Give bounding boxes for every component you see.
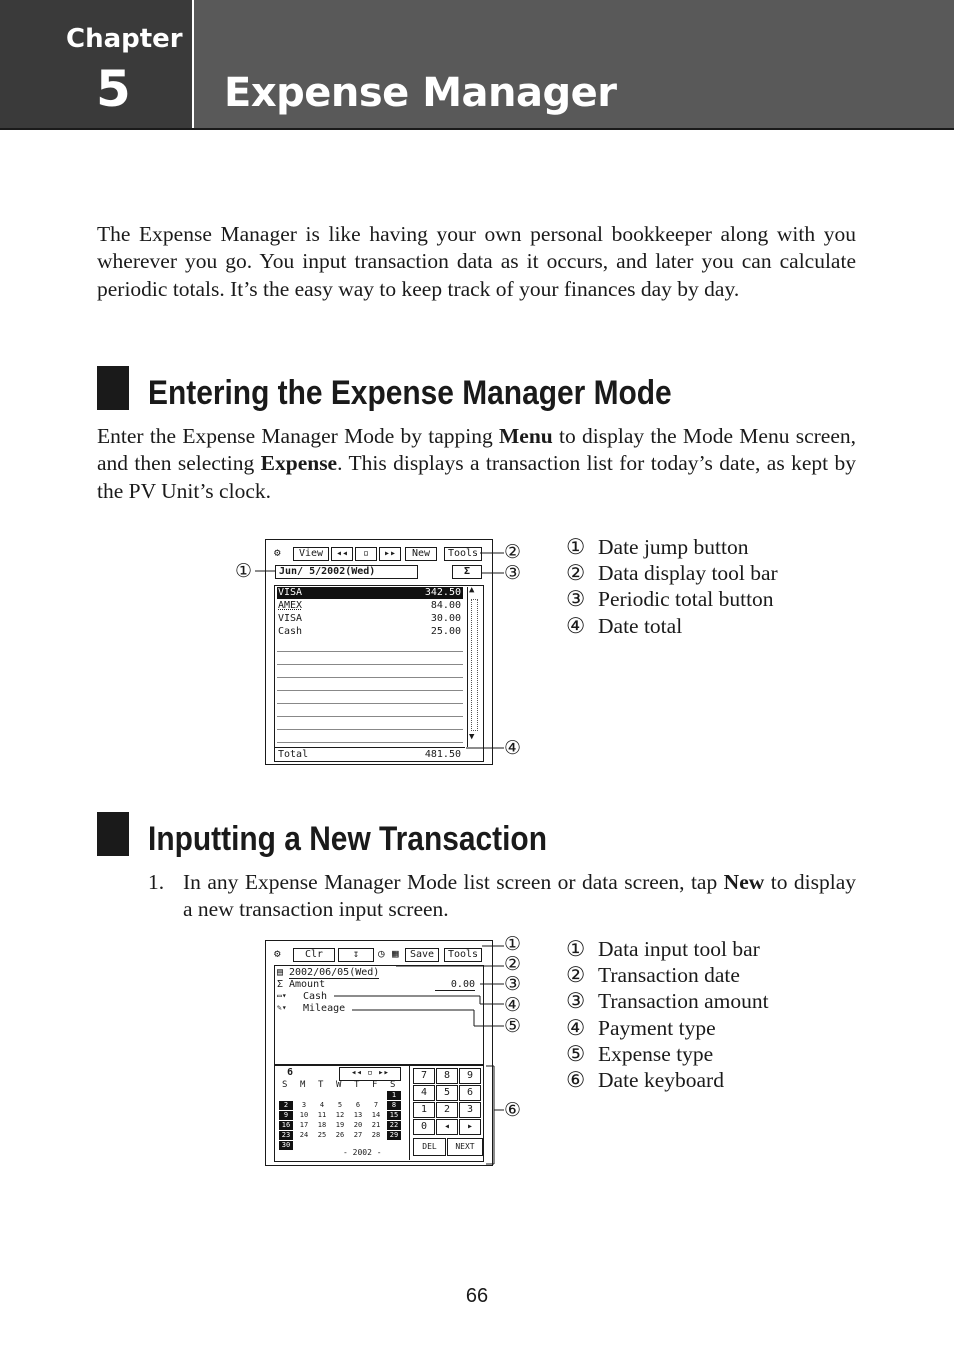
calendar-date[interactable]: 3	[301, 1101, 307, 1109]
keypad-key[interactable]: 4	[413, 1085, 435, 1101]
section-title-entering: Entering the Expense Manager Mode	[148, 374, 672, 412]
legend-list-2	[566, 936, 769, 1093]
legend-mark: ②	[566, 561, 586, 586]
new-button[interactable]: New	[405, 547, 437, 561]
weekday-label: T	[318, 1080, 324, 1090]
calendar-date[interactable]: 22	[387, 1121, 401, 1130]
next-key[interactable]: NEXT	[447, 1138, 483, 1156]
calendar-date[interactable]: 7	[373, 1101, 379, 1109]
calendar-day: 6	[287, 1067, 294, 1078]
legend-text: Data input tool bar	[598, 937, 760, 961]
text: to display the Mode Menu screen, and then selecting	[97, 424, 856, 476]
legend-text: Payment type	[598, 1015, 716, 1040]
sigma-icon: Σ	[277, 979, 284, 990]
keypad-key[interactable]: 6	[459, 1085, 481, 1101]
legend-mark: ④	[566, 1015, 586, 1040]
calendar-date[interactable]: 20	[353, 1121, 363, 1129]
weekday-label: S	[390, 1080, 396, 1090]
tools-button[interactable]: Tools	[444, 948, 482, 962]
legend-text: Periodic total button	[598, 587, 774, 612]
calendar-date[interactable]: 10	[299, 1111, 309, 1119]
legend-mark: ⑥	[566, 1068, 586, 1093]
calendar-date[interactable]: 5	[337, 1101, 343, 1109]
callout-4: ④	[504, 995, 522, 1016]
legend-item	[566, 1015, 769, 1041]
calendar-date[interactable]: 26	[335, 1131, 345, 1139]
calendar-date[interactable]: 27	[353, 1131, 363, 1139]
calendar-date[interactable]: 19	[335, 1121, 345, 1129]
card-icon: ▭▾	[277, 991, 287, 1000]
calendar-date[interactable]: 29	[387, 1131, 401, 1140]
payment-type[interactable]: Cash	[303, 991, 328, 1002]
callout-2: ②	[504, 954, 522, 975]
legend-text: Date keyboard	[598, 1068, 724, 1093]
calendar-date[interactable]: 1	[387, 1091, 401, 1100]
callout-4: ④	[504, 738, 522, 759]
text: Enter the Expense Manager Mode by tapping	[97, 424, 500, 448]
calendar-date[interactable]: 12	[335, 1111, 345, 1119]
section-title-inputting: Inputting a New Transaction	[148, 820, 547, 858]
keypad-key[interactable]: 2	[436, 1102, 458, 1118]
calendar-date[interactable]: 23	[279, 1131, 293, 1140]
calendar-date[interactable]: 15	[387, 1111, 401, 1120]
alarm-icon[interactable]: ◷	[378, 947, 385, 960]
keypad-key[interactable]: 7	[413, 1068, 435, 1084]
legend-mark: ③	[566, 989, 586, 1014]
calendar-icon: ▤	[277, 967, 284, 978]
legend-item	[566, 1067, 769, 1093]
next-button[interactable]: ▸▸	[379, 547, 401, 561]
calendar-date[interactable]: 17	[299, 1121, 309, 1129]
callout-6: ⑥	[504, 1100, 522, 1121]
legend-text: Transaction date	[598, 963, 740, 988]
row-amount: 30.00	[430, 613, 461, 624]
calendar-date[interactable]: 24	[299, 1131, 309, 1139]
legend-text: Data display tool bar	[598, 561, 778, 586]
keypad-key[interactable]: 1	[413, 1102, 435, 1118]
legend-item	[566, 988, 769, 1014]
calendar-date[interactable]: 21	[371, 1121, 381, 1129]
today-button[interactable]: ▫	[355, 547, 377, 561]
weekday-label: F	[372, 1080, 378, 1090]
legend-mark: ③	[566, 587, 586, 612]
calendar-date[interactable]: 14	[371, 1111, 381, 1119]
calendar-date[interactable]: 13	[353, 1111, 363, 1119]
calculator-icon[interactable]: ▦	[392, 947, 399, 960]
legend-text: Date jump button	[598, 535, 749, 559]
callout-2: ②	[504, 542, 522, 563]
menu-keyword: Menu	[499, 424, 553, 448]
mode-icon: ⚙	[274, 947, 281, 960]
calendar-date[interactable]: 8	[387, 1101, 401, 1110]
weekday-label: W	[336, 1080, 342, 1090]
calendar-date[interactable]: 16	[279, 1121, 293, 1130]
legend-mark: ①	[566, 535, 586, 559]
legend-mark: ②	[566, 963, 586, 988]
calendar-date[interactable]: 30	[279, 1141, 293, 1150]
legend-text: Transaction amount	[598, 989, 769, 1014]
prev-button[interactable]: ◂◂	[331, 547, 353, 561]
chapter-word: Chapter	[66, 24, 183, 54]
row-name: VISA	[278, 613, 303, 624]
row-name: AMEX	[278, 600, 303, 611]
chapter-number: 5	[96, 60, 131, 118]
calendar-date[interactable]: 4	[319, 1101, 325, 1109]
legend-mark: ①	[566, 937, 586, 961]
row-amount: 84.00	[430, 600, 461, 611]
calendar-date[interactable]: 6	[355, 1101, 361, 1109]
scroll-down-icon[interactable]: ▼	[469, 732, 475, 742]
calendar-date[interactable]: 9	[279, 1111, 293, 1120]
legend-item	[566, 936, 769, 962]
callout-1: ①	[504, 934, 522, 955]
step-number: 1.	[148, 870, 165, 894]
expense-keyword: Expense	[260, 451, 338, 476]
keypad-key[interactable]: 3	[459, 1102, 481, 1118]
calendar-year: - 2002 -	[343, 1148, 382, 1157]
text: . This displays a transaction list for today’s date, as kept by the PV Unit’s clock.	[97, 451, 856, 503]
total-value: 481.50	[424, 749, 461, 760]
legend-text: Expense type	[598, 1041, 714, 1066]
save-button[interactable]: Save	[405, 948, 439, 962]
row-name: Cash	[278, 626, 303, 637]
page-title: Expense Manager	[224, 70, 617, 116]
keypad-key[interactable]: ◂	[436, 1119, 458, 1135]
jump-button[interactable]: ↧	[338, 948, 374, 962]
transaction-date[interactable]: 2002/06/05(Wed)	[289, 967, 380, 978]
scroll-up-icon[interactable]: ▲	[469, 585, 475, 595]
amount-field[interactable]: 0.00	[435, 979, 475, 991]
calendar-date[interactable]: 18	[317, 1121, 327, 1129]
text: to display a new transaction input screen.	[183, 870, 856, 922]
callout-3: ③	[504, 563, 522, 584]
calendar-date[interactable]: 25	[317, 1131, 327, 1139]
expense-type[interactable]: Mileage	[303, 1003, 346, 1014]
date-jump-button[interactable]: Jun/ 5/2002(Wed)	[275, 565, 418, 579]
del-key[interactable]: DEL	[413, 1138, 446, 1156]
mode-icon: ⚙	[274, 546, 281, 559]
legend-mark: ④	[566, 613, 586, 638]
row-amount: 25.00	[430, 626, 461, 637]
row-name: VISA	[278, 587, 303, 598]
weekday-label: T	[354, 1080, 360, 1090]
legend-item	[566, 1041, 769, 1067]
legend-item	[566, 962, 769, 988]
view-button[interactable]: View	[293, 547, 329, 561]
weekday-label: M	[300, 1080, 306, 1090]
new-keyword: New	[723, 870, 765, 894]
clear-button[interactable]: Clr	[293, 948, 335, 962]
keypad-key[interactable]: 8	[436, 1068, 458, 1084]
periodic-total-button[interactable]: Σ	[452, 565, 482, 579]
expense-icon: ✎▾	[277, 1003, 287, 1012]
calendar-date[interactable]: 11	[317, 1111, 327, 1119]
weekday-label: S	[282, 1080, 288, 1090]
page-number: 66	[465, 1285, 489, 1307]
total-label: Total	[278, 749, 309, 760]
row-amount: 342.50	[424, 587, 461, 598]
text: In any Expense Manager Mode list screen or data screen, tap	[183, 870, 724, 894]
amount-label: Amount	[289, 979, 326, 990]
legend-mark: ⑤	[566, 1041, 586, 1066]
callout-3: ③	[504, 974, 522, 995]
calendar-date[interactable]: 28	[371, 1131, 381, 1139]
intro-paragraph: The Expense Manager is like having your own personal bookkeeper along with you wherever you go. You input transaction data as it occurs, and later you can calculate periodic totals. It’s the easy way to keep track of your finances day by day.	[97, 222, 856, 301]
calendar-date[interactable]: 2	[279, 1101, 293, 1110]
keypad-key[interactable]: 0	[413, 1119, 435, 1135]
calendar-nav[interactable]: ◂◂ ▫ ▸▸	[339, 1067, 401, 1081]
tools-button[interactable]: Tools	[444, 547, 482, 561]
keypad-key[interactable]: 9	[459, 1068, 481, 1084]
callout-1: ①	[235, 561, 253, 582]
callout-5: ⑤	[504, 1016, 522, 1037]
legend-text: Date total	[598, 613, 683, 638]
keypad-key[interactable]: ▸	[459, 1119, 481, 1135]
keypad-key[interactable]: 5	[436, 1085, 458, 1101]
